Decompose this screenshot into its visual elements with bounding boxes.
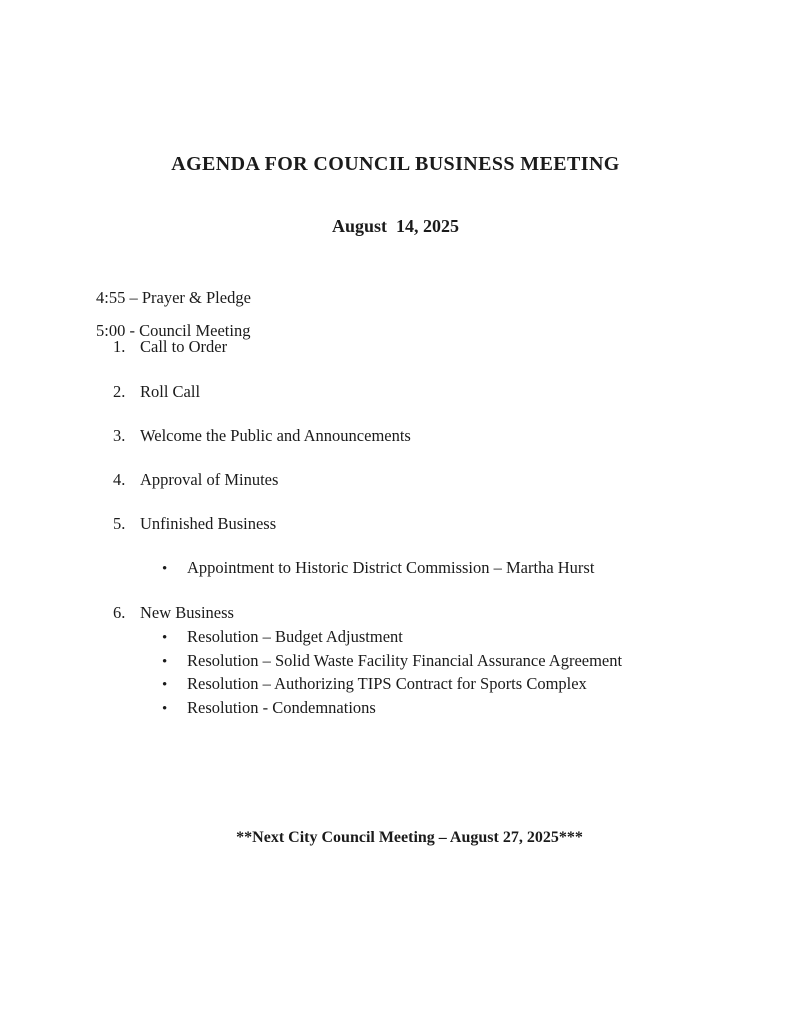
sub-item-appointment-historic-district — [162, 557, 594, 580]
document-date: August 14, 2025 — [331, 215, 460, 236]
bullet-icon: • — [162, 561, 168, 577]
sub-item-resolution-condemnations — [162, 697, 376, 720]
agenda-item-text: Roll Call — [140, 382, 201, 401]
agenda-item-new-business — [113, 602, 234, 623]
bullet-icon: • — [162, 630, 168, 646]
sub-item-text: Resolution – Authorizing TIPS Contract for Sports Complex — [187, 674, 587, 693]
agenda-item-number: 1. — [113, 337, 126, 356]
agenda-item-text: New Business — [140, 603, 234, 622]
agenda-item-number: 4. — [113, 470, 126, 489]
agenda-item-welcome-public — [113, 425, 411, 446]
agenda-item-roll-call — [113, 381, 200, 402]
agenda-item-number: 3. — [113, 426, 126, 445]
agenda-item-approval-of-minutes — [113, 469, 278, 490]
agenda-item-unfinished-business — [113, 513, 276, 534]
sub-item-text: Resolution – Solid Waste Facility Financial Assurance Agreement — [187, 651, 623, 670]
sub-item-resolution-solid-waste — [162, 650, 622, 673]
agenda-item-text: Unfinished Business — [140, 514, 277, 533]
agenda-item-text: Approval of Minutes — [140, 470, 279, 489]
bullet-icon: • — [162, 654, 168, 670]
sub-item-text: Appointment to Historic District Commission – Martha Hurst — [187, 558, 595, 577]
sub-item-text: Resolution – Budget Adjustment — [187, 627, 403, 646]
schedule-prayer-pledge: 4:55 – Prayer & Pledge — [96, 287, 251, 307]
sub-item-resolution-budget-adjustment — [162, 626, 403, 649]
sub-item-text: Resolution - Condemnations — [187, 698, 376, 717]
agenda-item-number: 5. — [113, 514, 126, 533]
next-meeting-note: **Next City Council Meeting – August 27, 2025*** — [236, 829, 583, 846]
agenda-item-call-to-order — [113, 336, 227, 357]
bullet-icon: • — [162, 677, 168, 693]
schedule-council-meeting: 5:00 - Council Meeting — [96, 320, 251, 340]
agenda-item-text: Call to Order — [140, 337, 228, 356]
agenda-item-number: 6. — [113, 603, 126, 622]
agenda-item-text: Welcome the Public and Announcements — [140, 426, 411, 445]
sub-item-resolution-tips-contract — [162, 673, 587, 696]
agenda-item-number: 2. — [113, 382, 126, 401]
bullet-icon: • — [162, 701, 168, 717]
document-title: AGENDA FOR COUNCIL BUSINESS MEETING — [171, 153, 620, 176]
